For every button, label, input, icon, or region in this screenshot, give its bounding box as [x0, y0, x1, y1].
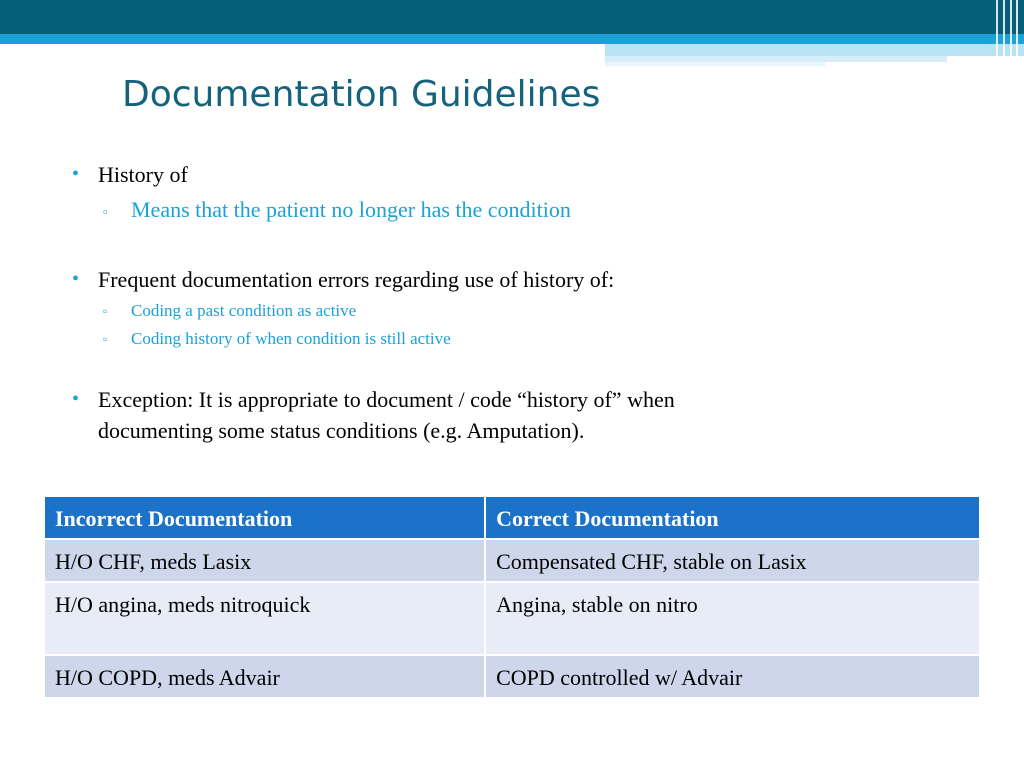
documentation-table — [43, 495, 981, 699]
sub-bullet — [103, 328, 451, 350]
bullet-exception — [72, 384, 675, 446]
header-incorrect: Incorrect Documentation — [44, 496, 485, 539]
bullet-text: Frequent documentation errors regarding use of history of: — [98, 267, 615, 292]
bullet-text-line: Exception: It is appropriate to document / code “history of” when — [98, 387, 675, 412]
sub-bullet-text: Means that the patient no longer has the condition — [131, 197, 571, 222]
sub-bullet-icon: ▫ — [103, 204, 108, 219]
table-row — [44, 539, 980, 582]
sub-bullet — [103, 196, 571, 224]
sub-bullet-text: Coding history of when condition is still active — [131, 329, 451, 348]
bullet-icon: • — [72, 388, 80, 410]
header-band-pale — [605, 62, 825, 66]
sub-bullet — [103, 300, 357, 322]
sub-bullet-icon: ▫ — [103, 304, 108, 318]
header-stripe — [1010, 0, 1012, 70]
table-cell: Compensated CHF, stable on Lasix — [485, 539, 980, 582]
bullet-history-of — [72, 159, 188, 190]
sub-bullet-icon: ▫ — [103, 332, 108, 346]
table-cell: H/O angina, meds nitroquick — [44, 582, 485, 655]
bullet-frequent-errors — [72, 264, 615, 295]
table-cell: H/O CHF, meds Lasix — [44, 539, 485, 582]
header-stripe — [996, 0, 998, 70]
sub-bullet-text: Coding a past condition as active — [131, 301, 357, 320]
bullet-icon: • — [72, 268, 80, 290]
header-stripe — [1016, 0, 1018, 70]
bullet-icon: • — [72, 163, 80, 185]
bullet-text: History of — [98, 162, 188, 187]
table-cell: COPD controlled w/ Advair — [485, 655, 980, 698]
table-cell: Angina, stable on nitro — [485, 582, 980, 655]
table-row — [44, 655, 980, 698]
table-cell: H/O COPD, meds Advair — [44, 655, 485, 698]
bullet-text-line: documenting some status conditions (e.g. Amputation). — [98, 418, 585, 443]
table-header-row — [44, 496, 980, 539]
header-band-dark — [0, 0, 1024, 34]
header-stripe — [1003, 0, 1005, 70]
header-band-light — [0, 34, 1024, 44]
slide-title: Documentation Guidelines — [122, 74, 601, 115]
table-row — [44, 582, 980, 655]
header-band-pale — [605, 44, 1024, 56]
header-correct: Correct Documentation — [485, 496, 980, 539]
